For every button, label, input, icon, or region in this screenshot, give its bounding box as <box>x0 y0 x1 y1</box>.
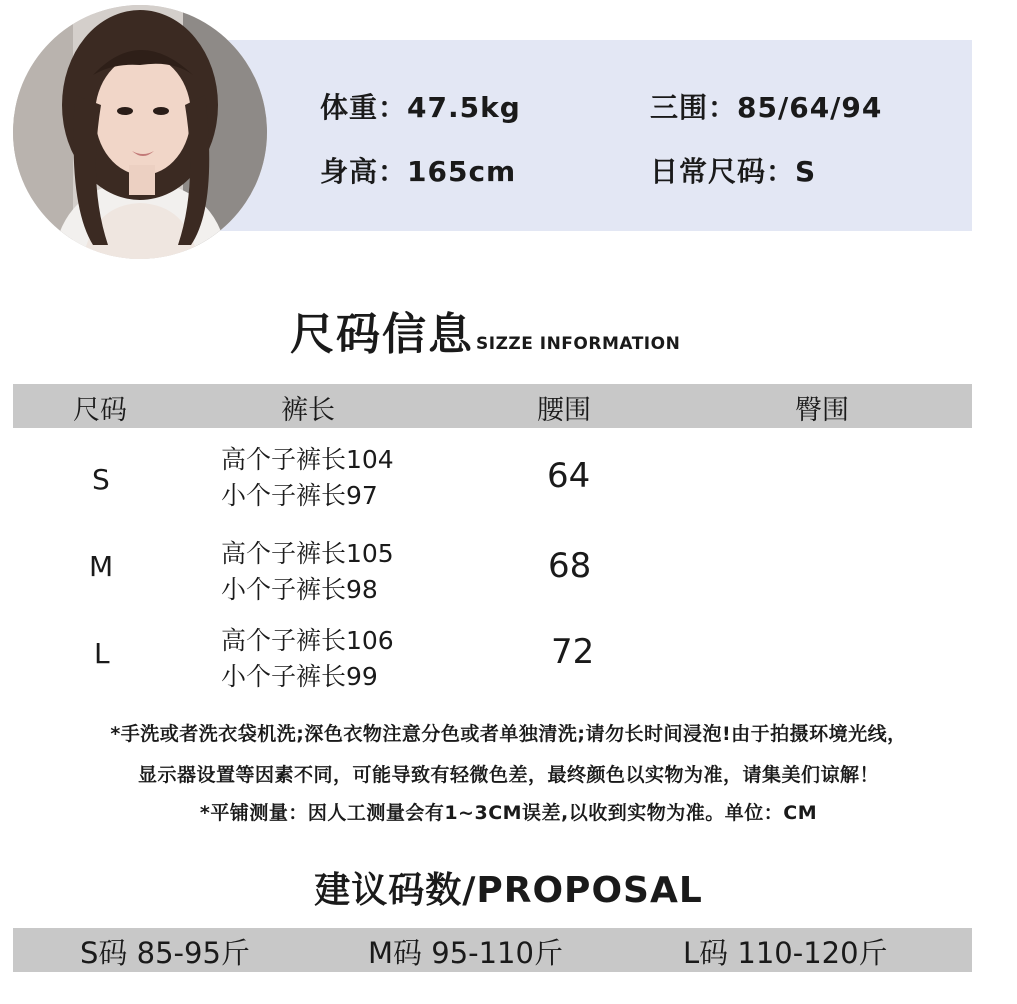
row-length-tall: 高个子裤长105 <box>221 539 394 568</box>
proposal-item: S码 85-95斤 <box>80 936 250 970</box>
header-length: 裤长 <box>281 395 335 426</box>
row-waist: 68 <box>548 546 592 586</box>
proposal-item: M码 95-110斤 <box>368 936 563 970</box>
size-info-title-en: SIZZE INFORMATION <box>476 334 681 354</box>
row-length <box>221 442 394 514</box>
measurements-label: 三围： <box>650 91 738 124</box>
row-length-tall: 高个子裤长104 <box>221 445 394 474</box>
height-value: 165cm <box>407 155 517 188</box>
usual-size-value: S <box>795 155 817 188</box>
usual-size-stat <box>650 150 816 190</box>
row-waist: 64 <box>547 456 591 496</box>
row-length-short: 小个子裤长97 <box>221 481 378 510</box>
row-size: S <box>92 463 110 496</box>
care-note-line-2: 显示器设置等因素不同，可能导致有轻微色差，最终颜色以实物为准，请集美们谅解！ <box>137 764 879 786</box>
measurement-note: *平铺测量：因人工测量会有1~3CM误差,以收到实物为准。单位：CM <box>199 802 818 824</box>
row-length-short: 小个子裤长99 <box>221 662 378 691</box>
height-stat <box>320 150 516 190</box>
header-waist: 腰围 <box>537 395 591 426</box>
row-length-tall: 高个子裤长106 <box>221 626 394 655</box>
measurements-value: 85/64/94 <box>737 91 883 124</box>
weight-label: 体重： <box>320 91 408 124</box>
usual-size-label: 日常尺码： <box>650 155 796 188</box>
row-length <box>221 623 394 695</box>
proposal-item: L码 110-120斤 <box>683 936 888 970</box>
measurements-stat <box>650 86 882 126</box>
model-avatar <box>13 5 267 259</box>
weight-value: 47.5kg <box>407 91 521 124</box>
header-hip: 臀围 <box>795 395 849 426</box>
row-size: M <box>89 550 114 583</box>
size-info-title <box>290 298 680 362</box>
header-size: 尺码 <box>73 395 127 426</box>
weight-stat <box>320 86 521 126</box>
size-info-title-cn: 尺码信息 <box>290 309 474 360</box>
height-label: 身高： <box>320 155 408 188</box>
proposal-bar <box>13 928 972 972</box>
row-length <box>221 536 394 608</box>
size-table-header <box>13 384 972 428</box>
proposal-title: 建议码数/PROPOSAL <box>314 870 703 911</box>
row-waist: 72 <box>551 632 595 672</box>
care-note-line-1: *手洗或者洗衣袋机洗;深色衣物注意分色或者单独清洗;请勿长时间浸泡!由于拍摄环境光线， <box>110 723 907 745</box>
row-size: L <box>94 637 110 670</box>
model-photo-illustration <box>13 5 267 259</box>
row-length-short: 小个子裤长98 <box>221 575 378 604</box>
